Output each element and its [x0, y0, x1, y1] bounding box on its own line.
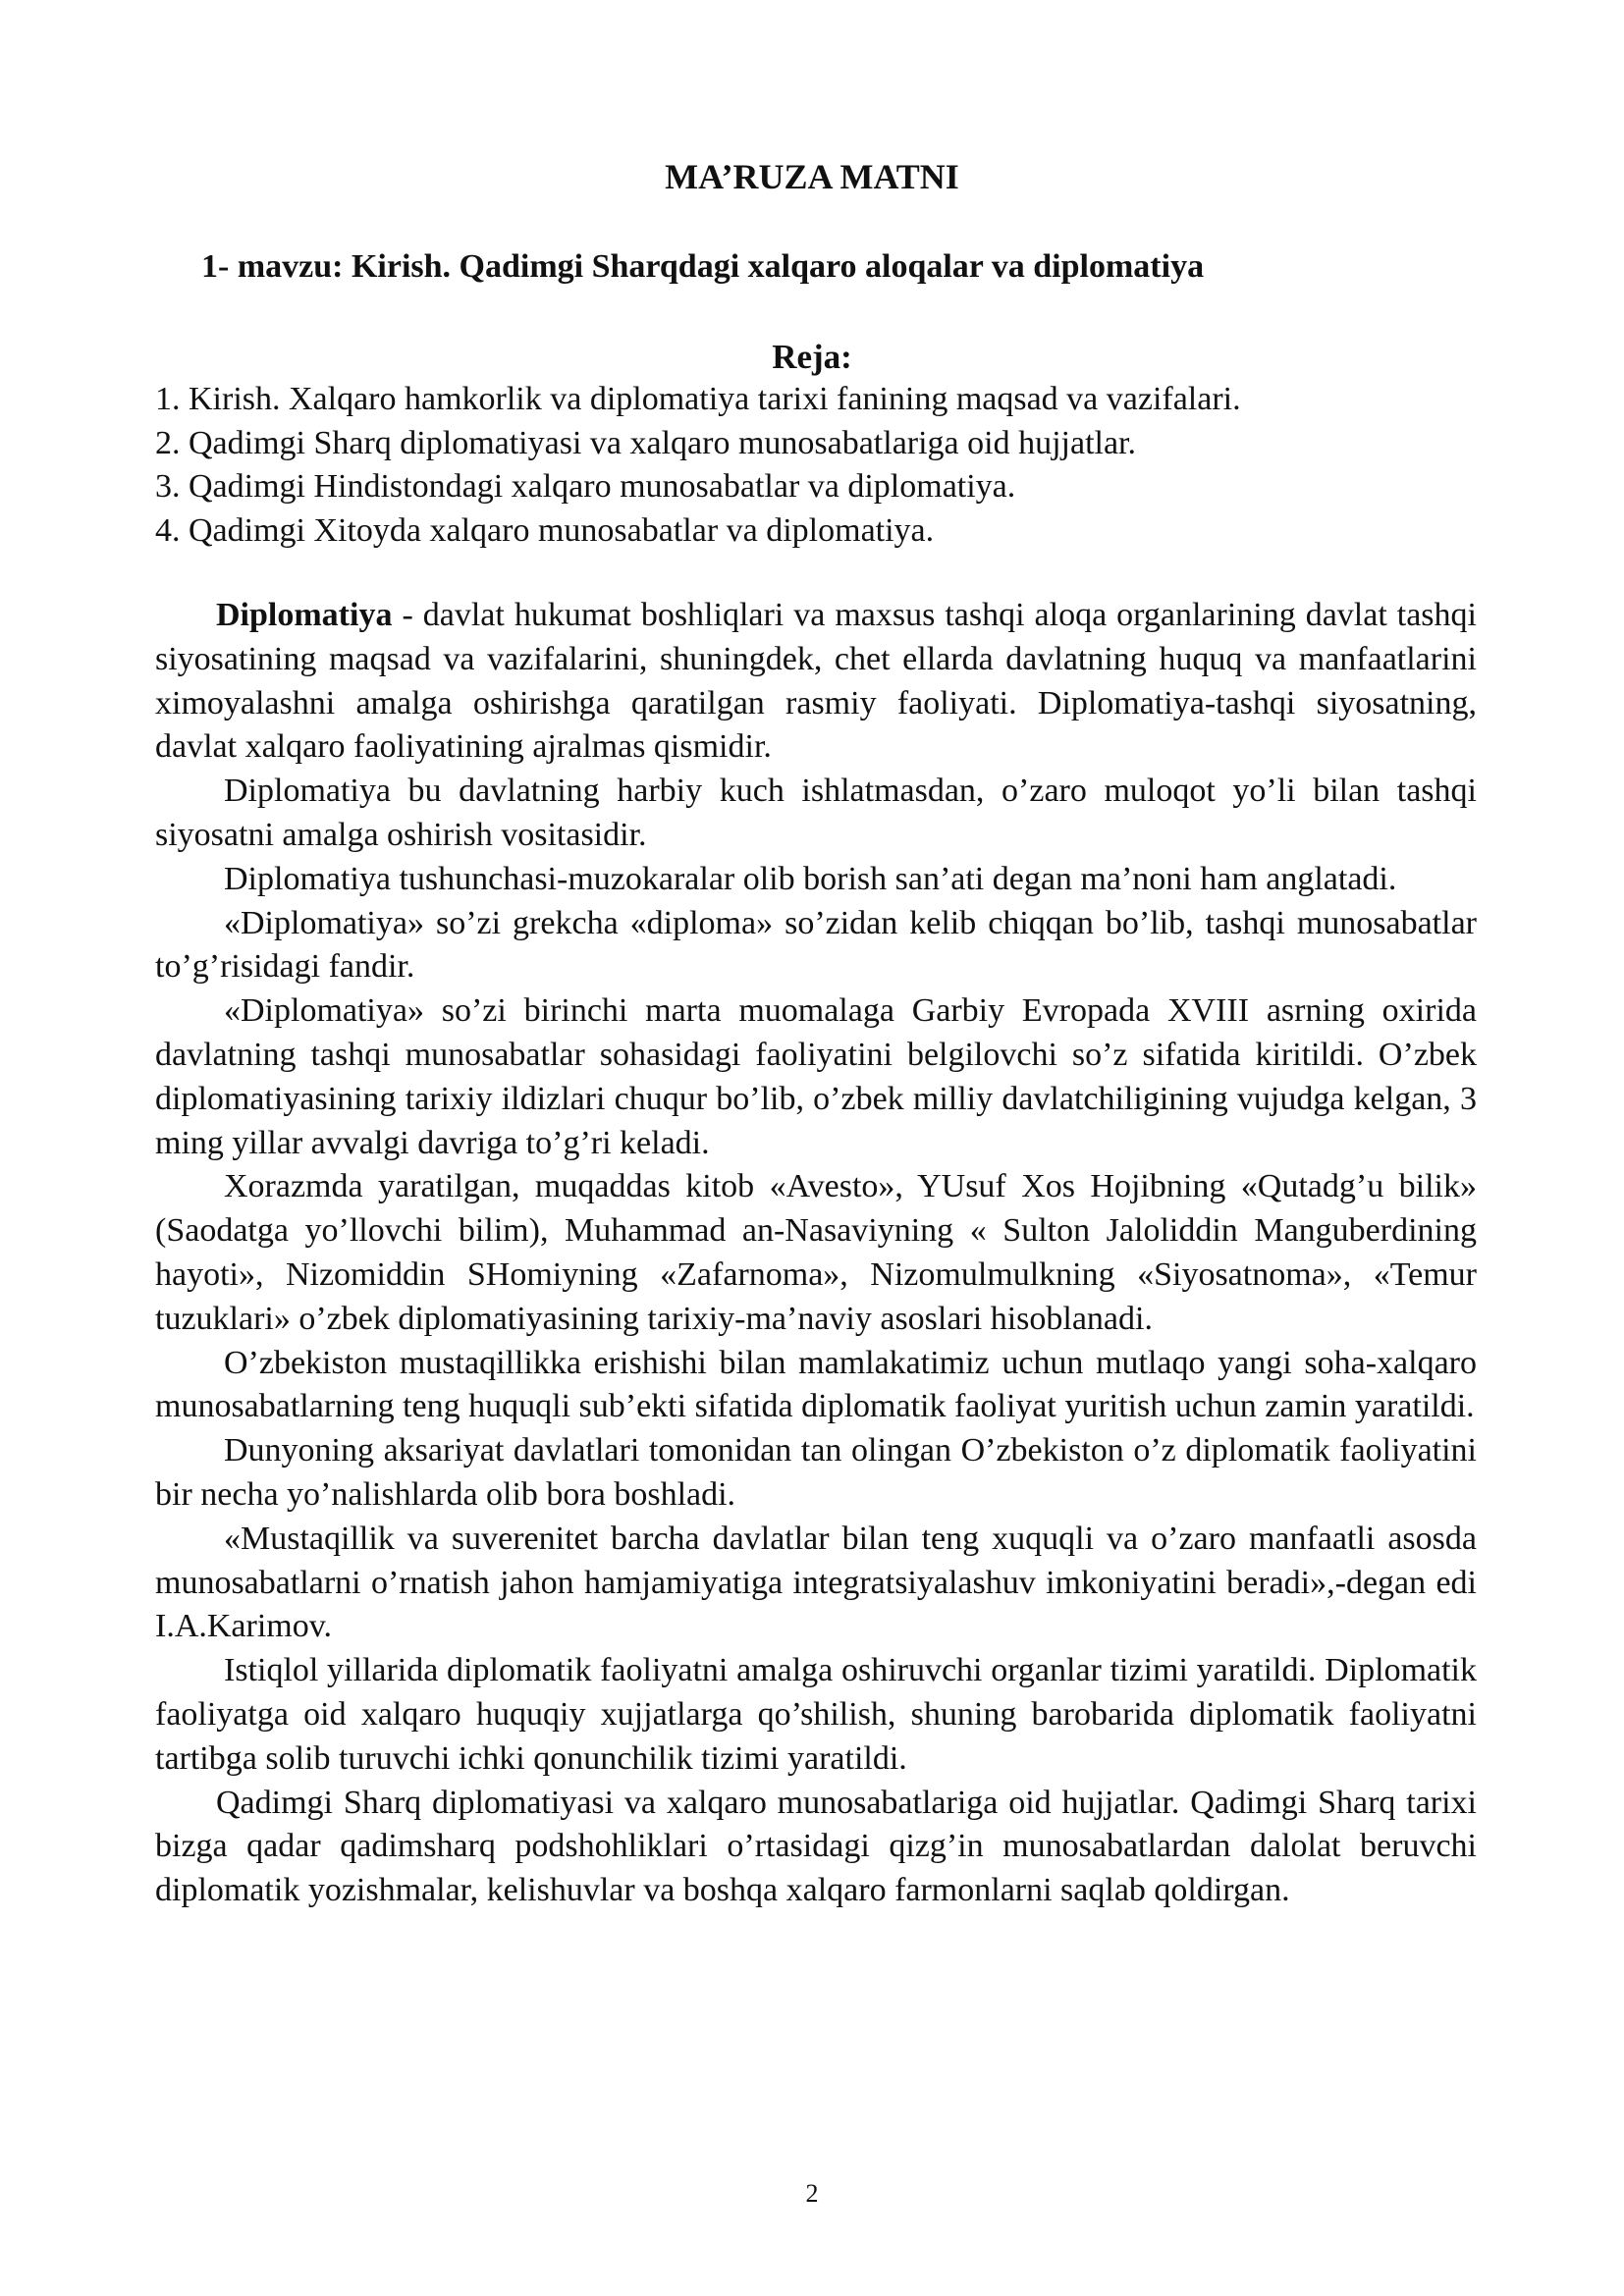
plan-item: 3. Qadimgi Hindistondagi xalqaro munosabatlar va diplomatiya. [155, 468, 1016, 505]
body-paragraph: «Mustaqillik va suverenitet barcha davlatlar bilan teng xuquqli va o’zaro manfaatli asosda munosabatlarni o’rnatish jahon hamjamiyatiga integratsiyalashuv imkoniyatini beradi»,-degan edi I.A.Karimov. [155, 1520, 1477, 1645]
plan-heading: Reja: [772, 338, 852, 376]
plan-item: 1. Kirish. Xalqaro hamkorlik va diplomatiya tarixi fanining maqsad va vazifalari. [155, 381, 1241, 417]
body-paragraph: Diplomatiya bu davlatning harbiy kuch ishlatmasdan, o’zaro muloqot yo’li bilan tashqi siyosatni amalga oshirish vositasidir. [155, 773, 1477, 853]
page-number: 2 [805, 2179, 819, 2208]
lecture-topic-heading: 1- mavzu: Kirish. Qadimgi Sharqdagi xalqaro aloqalar va diplomatiya [201, 248, 1205, 285]
plan-item: 2. Qadimgi Sharq diplomatiyasi va xalqaro munosabatlariga oid hujjatlar. [155, 424, 1136, 461]
body-paragraph: Xorazmda yaratilgan, muqaddas kitob «Avesto», YUsuf Xos Hojibning «Qutadg’u bilik» (Saodatga yo’llovchi bilim), Muhammad an-Nasaviyning « Sulton Jaloliddin Manguberdining hayoti», Nizomiddin SHomiyning «Zafarnoma», Nizomulmulkning «Siyosatnoma», «Temur tuzuklari» o’zbek diplomatiyasining tarixiy-ma’naviy asoslari hisoblanadi. [155, 1168, 1477, 1337]
definition-term: Diplomatiya [216, 597, 393, 633]
plan-item: 4. Qadimgi Xitoyda xalqaro munosabatlar va diplomatiya. [155, 511, 935, 549]
lecture-body [155, 594, 1477, 1913]
body-paragraph: O’zbekiston mustaqillikka erishishi bilan mamlakatimiz uchun mutlaqo yangi soha-xalqaro munosabatlarning teng huquqli sub’ekti sifatida diplomatik faoliyat yuritish uchun zamin yaratildi. [155, 1344, 1477, 1425]
body-paragraph: «Diplomatiya» so’zi grekcha «diploma» so’zidan kelib chiqqan bo’lib, tashqi munosabatlar to’g’risidagi fandir. [155, 904, 1477, 986]
definition-paragraph [155, 594, 1477, 770]
body-paragraph: Dunyoning aksariyat davlatlari tomonidan tan olingan O’zbekiston o’z diplomatik faoliyatini bir necha yo’nalishlarda olib bora boshladi. [155, 1432, 1477, 1513]
body-paragraph: Istiqlol yillarida diplomatik faoliyatni amalga oshiruvchi organlar tizimi yaratildi. Diplomatik faoliyatga oid xalqaro huquqiy xujjatlarga qo’shilish, shuning barobarida diplomatik faoliyatni tartibga solib turuvchi ichki qonunchilik tizimi yaratildi. [155, 1652, 1477, 1777]
body-paragraph: Diplomatiya tushunchasi-muzokaralar olib borish san’ati degan ma’noni ham anglatadi. [224, 860, 1397, 897]
body-paragraph: «Diplomatiya» so’zi birinchi marta muomalaga Garbiy Evropada XVIII asrning oxirida davlatning tashqi munosabatlar sohasidagi faoliyatini belgilovchi so’z sifatida kiritildi. O’zbek diplomatiyasining tarixiy ildizlari chuqur bo’lib, o’zbek milliy davlatchiligining vujudga kelgan, 3 ming yillar avvalgi davriga to’g’ri keladi. [155, 992, 1477, 1161]
plan-list [155, 378, 1241, 553]
definition-text: - davlat hukumat boshliqlari va maxsus tashqi aloqa organlarining davlat tashqi siyosatining maqsad va vazifalarini, shuningdek, chet ellarda davlatning huquq va manfaatlarini ximoyalashni amalga oshirishga qaratilgan rasmiy faoliyati. Diplomatiya-tashqi siyosatning, davlat xalqaro faoliyatining ajralmas qismidir. [155, 597, 1477, 766]
body-paragraph: Qadimgi Sharq diplomatiyasi va xalqaro munosabatlariga oid hujjatlar. Qadimgi Sharq tarixi bizga qadar qadimsharq podshohliklari o’rtasidagi qizg’in munosabatlardan dalolat beruvchi diplomatik yozishmalar, kelishuvlar va boshqa xalqaro farmonlarni saqlab qoldirgan. [155, 1784, 1477, 1909]
document-title: MA’RUZA MATNI [665, 157, 959, 196]
